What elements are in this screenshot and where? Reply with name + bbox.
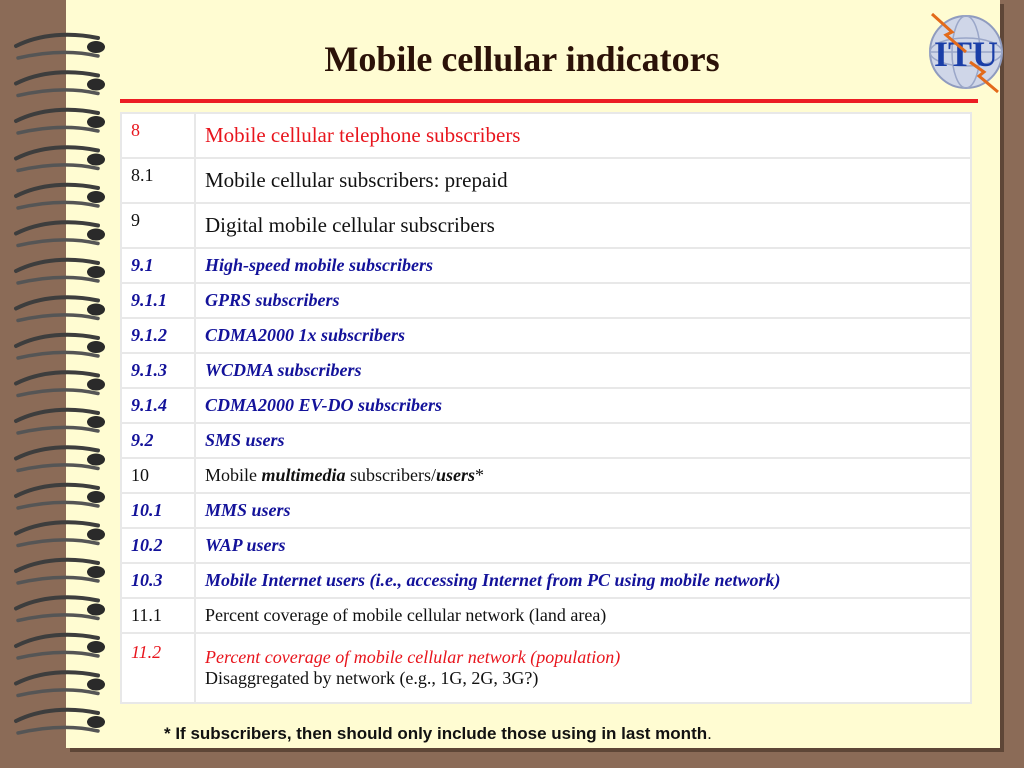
indicator-code: 9.1.4	[121, 388, 195, 423]
indicator-code: 10.1	[121, 493, 195, 528]
spiral-coil	[16, 447, 105, 470]
spiral-coil	[16, 672, 105, 695]
label-part: subscribers/	[345, 465, 436, 485]
indicator-label: GPRS subscribers	[195, 283, 971, 318]
indicator-sublabel: Disaggregated by network (e.g., 1G, 2G, 3G?)	[205, 668, 539, 688]
title-underline	[120, 99, 978, 103]
spiral-binding	[0, 0, 120, 768]
table-row	[121, 113, 971, 158]
table-row	[121, 158, 971, 203]
table-row	[121, 633, 971, 703]
indicator-code: 9.1.2	[121, 318, 195, 353]
indicator-code: 9.1	[121, 248, 195, 283]
spiral-coil	[16, 560, 105, 583]
table-row	[121, 423, 971, 458]
indicator-code: 9.1.3	[121, 353, 195, 388]
spiral-coil	[16, 522, 105, 545]
spiral-coil	[16, 335, 105, 358]
table-row	[121, 353, 971, 388]
indicator-label-main: Percent coverage of mobile cellular network (population)	[205, 647, 621, 667]
spiral-coil	[16, 372, 105, 395]
page-title: Mobile cellular indicators	[324, 39, 720, 79]
table-row	[121, 528, 971, 563]
spiral-coil	[16, 222, 105, 245]
footnote-period: .	[707, 724, 712, 743]
label-part: Mobile	[205, 465, 262, 485]
indicator-code: 10	[121, 458, 195, 493]
indicator-label	[195, 633, 971, 703]
indicator-code: 9	[121, 203, 195, 248]
indicator-code: 11.1	[121, 598, 195, 633]
spiral-coil	[16, 635, 105, 658]
label-asterisk: *	[475, 465, 485, 485]
indicator-code: 10.2	[121, 528, 195, 563]
indicator-label: High-speed mobile subscribers	[195, 248, 971, 283]
indicator-code: 8.1	[121, 158, 195, 203]
spiral-coil	[16, 110, 105, 133]
indicator-label	[195, 458, 971, 493]
indicator-label: Percent coverage of mobile cellular network (land area)	[195, 598, 971, 633]
indicator-label: WAP users	[195, 528, 971, 563]
label-emphasis-users: users	[436, 465, 476, 485]
footnote-text: * If subscribers, then should only include those using in last month	[164, 724, 708, 743]
indicator-label: Mobile Internet users (i.e., accessing Internet from PC using mobile network)	[195, 563, 971, 598]
table-row	[121, 283, 971, 318]
indicator-label: SMS users	[195, 423, 971, 458]
indicator-label: WCDMA subscribers	[195, 353, 971, 388]
indicator-label: MMS users	[195, 493, 971, 528]
table-row	[121, 598, 971, 633]
footnote	[164, 724, 712, 744]
table-row	[121, 493, 971, 528]
spiral-coil	[16, 147, 105, 170]
table-row	[121, 248, 971, 283]
table-row	[121, 388, 971, 423]
indicator-label: Mobile cellular telephone subscribers	[195, 113, 971, 158]
indicator-label: Mobile cellular subscribers: prepaid	[195, 158, 971, 203]
indicator-code: 8	[121, 113, 195, 158]
table-row	[121, 203, 971, 248]
spiral-coil	[16, 410, 105, 433]
itu-logo	[918, 8, 1014, 98]
spiral-coil	[16, 710, 105, 733]
table-row	[121, 563, 971, 598]
spiral-coil	[16, 260, 105, 283]
label-emphasis-multimedia: multimedia	[261, 465, 346, 485]
indicator-table	[120, 112, 972, 704]
indicator-code: 9.1.1	[121, 283, 195, 318]
spiral-coil	[16, 297, 105, 320]
indicator-code: 9.2	[121, 423, 195, 458]
indicator-code: 11.2	[121, 633, 195, 703]
table-row	[121, 318, 971, 353]
spiral-coil	[16, 485, 105, 508]
indicator-label: CDMA2000 1x subscribers	[195, 318, 971, 353]
table-row	[121, 458, 971, 493]
indicator-label: Digital mobile cellular subscribers	[195, 203, 971, 248]
spiral-coil	[16, 185, 105, 208]
svg-text:ITU: ITU	[933, 34, 999, 74]
indicator-label: CDMA2000 EV-DO subscribers	[195, 388, 971, 423]
indicator-code: 10.3	[121, 563, 195, 598]
spiral-coil	[16, 597, 105, 620]
